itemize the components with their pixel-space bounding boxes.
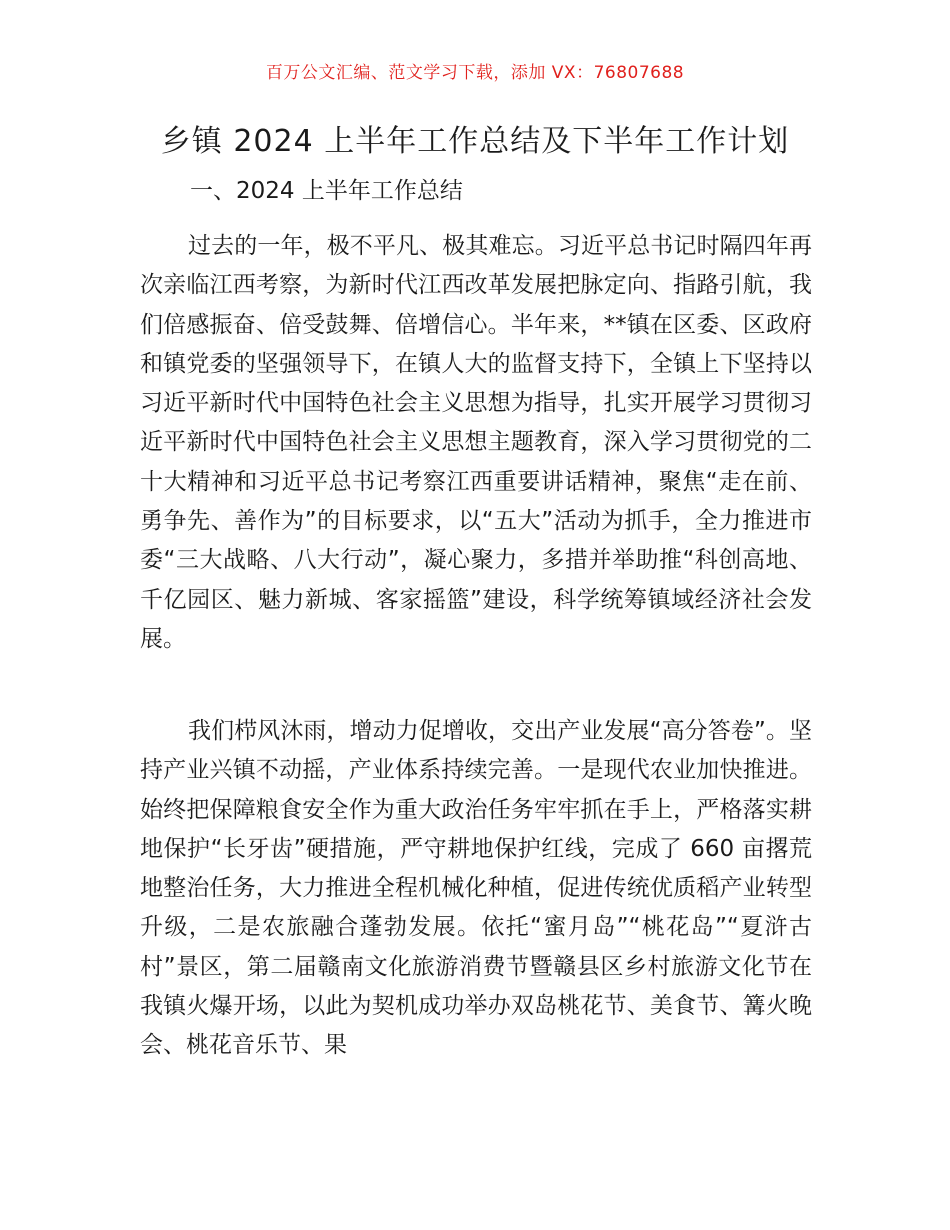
body-paragraph: 我们栉风沐雨，增动力促增收，交出产业发展“高分答卷”。坚持产业兴镇不动摇，产业体系持续完善。一是现代农业加快推进。始终把保障粮食安全作为重大政治任务牢牢抓在手上，严格落实耕地保护“长牙齿”硬措施，严守耕地保护红线，完成了 660 亩撂荒地整治任务，大力推进全程机械化种植，促进传统优质稻产业转型升级，二是农旅融合蓬勃发展。依托“蜜月岛”“桃花岛”“夏浒古村”景区，第二届赣南文化旅游消费节暨赣县区乡村旅游文化节在我镇火爆开场，以此为契机成功举办双岛桃花节、美食节、篝火晚会、桃花音乐节、果: [140, 718, 812, 1059]
body-paragraph: 过去的一年，极不平凡、极其难忘。习近平总书记时隔四年再次亲临江西考察，为新时代江西改革发展把脉定向、指路引航，我们倍感振奋、倍受鼓舞、倍增信心。半年来，**镇在区委、区政府和镇党委的坚强领导下，在镇人大的监督支持下，全镇上下坚持以习近平新时代中国特色社会主义思想为指导，扎实开展学习贯彻习近平新时代中国特色社会主义思想主题教育，深入学习贯彻党的二十大精神和习近平总书记考察江西重要讲话精神，聚焦“走在前、勇争先、善作为”的目标要求，以“五大”活动为抓手，全力推进市委“三大战略、八大行动”，凝心聚力，多措并举助推“科创高地、千亿园区、魅力新城、客家摇篮”建设，科学统筹镇域经济社会发展。: [140, 233, 812, 652]
document-title: 乡镇 2024 上半年工作总结及下半年工作计划: [160, 124, 790, 159]
watermark-header: 百万公文汇编、范文学习下载，添加 VX：76807688: [265, 63, 685, 83]
section-heading: 一、2024 上半年工作总结: [190, 178, 463, 204]
